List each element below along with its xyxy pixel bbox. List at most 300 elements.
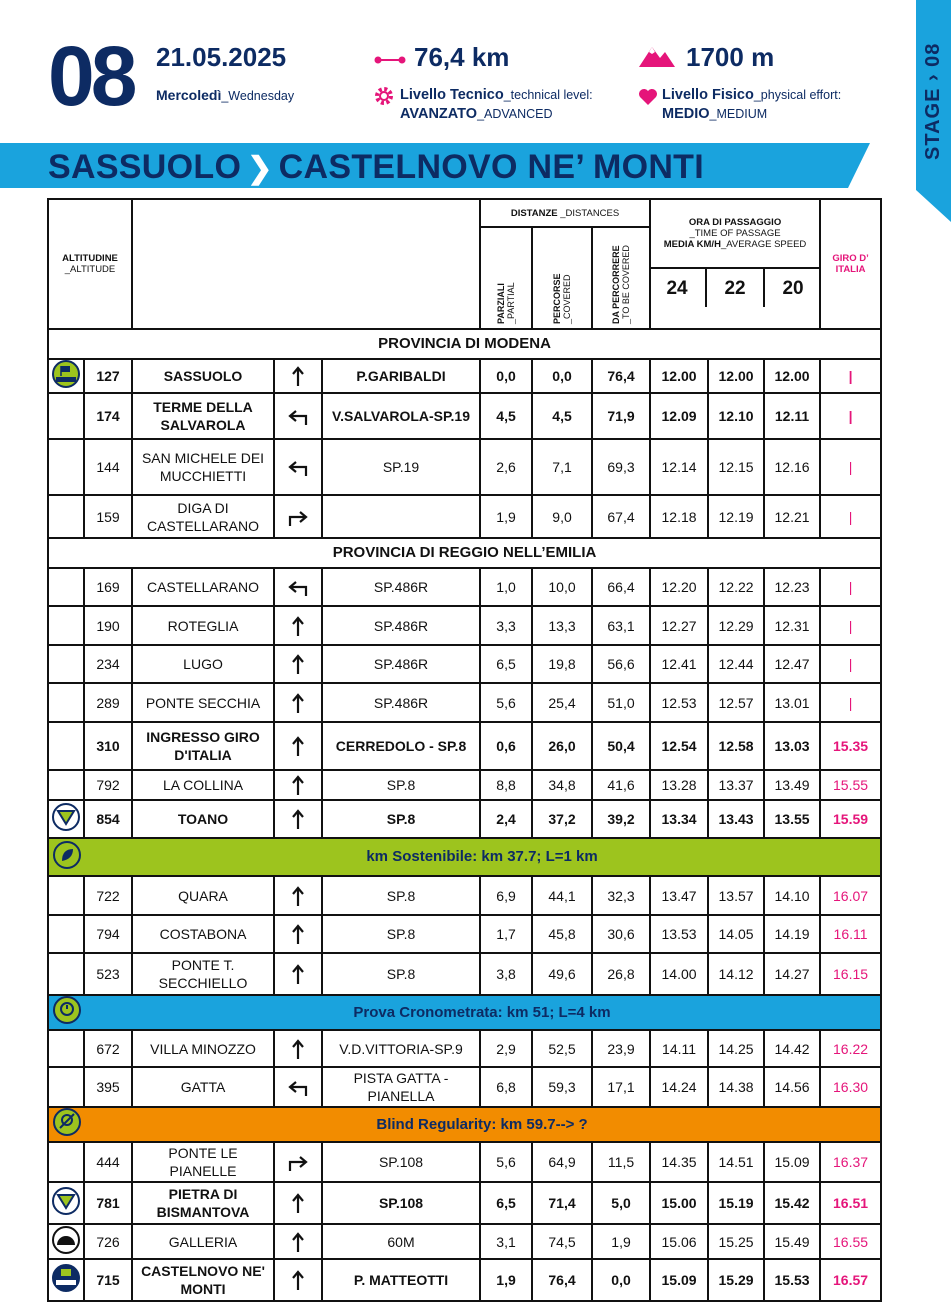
distance-partial: 6,5 [480,645,532,683]
icon-cell [48,722,84,770]
time-24: 12.00 [650,359,708,393]
distance-to-cover: 69,3 [592,439,650,495]
table-row [48,495,881,538]
altitude: 289 [84,683,132,722]
time-20: 12.31 [764,606,820,645]
blind-icon [48,1107,84,1142]
arrow-straight-icon [274,953,322,995]
distance-covered: 34,8 [532,770,592,800]
giro-time: 16.15 [820,953,881,995]
place-name: TERME DELLA SALVAROLA [132,393,274,439]
stage-weekday: Mercoledì_Wednesday [156,87,295,103]
stopwatch-icon [48,995,84,1030]
icon-cell [48,953,84,995]
place-header [132,199,480,329]
road-name: SP.8 [322,876,480,915]
distance-to-cover: 17,1 [592,1067,650,1107]
time-20: 13.49 [764,770,820,800]
giro-time: | [820,393,881,439]
place-name: ROTEGLIA [132,606,274,645]
giro-time: 16.37 [820,1142,881,1182]
road-name: PISTA GATTA - PIANELLA [322,1067,480,1107]
place-name: VILLA MINOZZO [132,1030,274,1067]
time-24: 14.35 [650,1142,708,1182]
time-22: 12.22 [708,568,764,606]
icon-cell [48,876,84,915]
road-name: CERREDOLO - SP.8 [322,722,480,770]
time-20: 15.42 [764,1182,820,1224]
time-22: 12.29 [708,606,764,645]
distance-to-cover: 5,0 [592,1182,650,1224]
giro-time: 16.22 [820,1030,881,1067]
distance-partial: 0,6 [480,722,532,770]
table-row [48,439,881,495]
distance-covered: 71,4 [532,1182,592,1224]
distance-to-cover: 30,6 [592,915,650,953]
giro-time: 15.59 [820,800,881,838]
distances-header: DISTANZE _DISTANCES [480,199,650,227]
table-row [48,359,881,393]
road-name: SP.486R [322,645,480,683]
arrow-turn-right-icon [274,495,322,538]
distance-to-cover: 66,4 [592,568,650,606]
road-name: SP.486R [322,568,480,606]
distance-covered: 10,0 [532,568,592,606]
arrow-turn-left-icon [274,568,322,606]
table-row [48,876,881,915]
arrow-straight-icon [274,606,322,645]
distance-partial: 5,6 [480,683,532,722]
arrow-straight-icon [274,800,322,838]
distance-covered: 25,4 [532,683,592,722]
altitude: 523 [84,953,132,995]
time-22: 12.57 [708,683,764,722]
distance-covered: 45,8 [532,915,592,953]
altitude: 190 [84,606,132,645]
distance-to-cover: 11,5 [592,1142,650,1182]
time-20: 15.49 [764,1224,820,1259]
chevron-right-icon: ❯ [247,152,273,185]
distance-partial: 8,8 [480,770,532,800]
altitude: 715 [84,1259,132,1301]
icon-cell [48,683,84,722]
time-22: 14.25 [708,1030,764,1067]
checkpoint-icon [48,800,84,838]
road-name: SP.486R [322,606,480,645]
time-24: 12.27 [650,606,708,645]
section-sostenibile [48,838,881,876]
time-24: 12.18 [650,495,708,538]
stage-elevation: 1700 m [686,42,775,72]
time-22: 12.58 [708,722,764,770]
place-name: PIETRA DI BISMANTOVA [132,1182,274,1224]
giro-time: 16.11 [820,915,881,953]
time-22: 12.10 [708,393,764,439]
mountain-icon [638,44,676,68]
distance-covered: 52,5 [532,1030,592,1067]
distance-partial: 2,4 [480,800,532,838]
place-name: PONTE T. SECCHIELLO [132,953,274,995]
time-24: 15.09 [650,1259,708,1301]
time-20: 14.27 [764,953,820,995]
section-blind-regularity [48,1107,881,1142]
altitude: 395 [84,1067,132,1107]
time-20: 12.23 [764,568,820,606]
altitude: 127 [84,359,132,393]
altitude-header: ALTITUDINE _ALTITUDE [48,199,132,329]
stage-distance: 76,4 km [414,42,510,72]
route-title [48,146,704,190]
arrow-straight-icon [274,645,322,683]
table-row [48,770,881,800]
table-row [48,683,881,722]
time-24: 15.00 [650,1182,708,1224]
place-name: GATTA [132,1067,274,1107]
arrow-straight-icon [274,1224,322,1259]
stage-number: 08 [48,29,134,123]
road-name [322,495,480,538]
time-24: 12.09 [650,393,708,439]
place-name: LUGO [132,645,274,683]
arrow-straight-icon [274,1182,322,1224]
covered-header: PERCORSE _COVERED [532,227,592,329]
distance-partial: 1,9 [480,495,532,538]
icon-cell [48,770,84,800]
time-20: 12.00 [764,359,820,393]
altitude: 159 [84,495,132,538]
gear-icon [374,86,394,106]
giro-time: 16.07 [820,876,881,915]
distance-partial: 2,6 [480,439,532,495]
distance-covered: 44,1 [532,876,592,915]
time-22: 15.19 [708,1182,764,1224]
section-sostenibile-label: km Sostenibile: km 37.7; L=1 km [84,838,881,876]
altitude: 794 [84,915,132,953]
roadbook-table [47,198,882,1302]
distance-to-cover: 71,9 [592,393,650,439]
place-name: COSTABONA [132,915,274,953]
distance-to-cover: 67,4 [592,495,650,538]
giro-time: | [820,568,881,606]
time-24: 14.00 [650,953,708,995]
tobe-covered-header: DA PERCORRERE _TO BE COVERED [592,227,650,329]
partial-header: PARZIALI _PARTIAL [480,227,532,329]
time-20: 14.56 [764,1067,820,1107]
distance-partial: 5,6 [480,1142,532,1182]
table-row [48,606,881,645]
time-22: 12.00 [708,359,764,393]
place-name: SAN MICHELE DEI MUCCHIETTI [132,439,274,495]
arrow-straight-icon [274,722,322,770]
province-modena [48,329,881,359]
road-name: SP.8 [322,770,480,800]
finish-flag-icon [48,1259,84,1301]
road-name: 60M [322,1224,480,1259]
section-blind-regularity-label: Blind Regularity: km 59.7--> ? [84,1107,881,1142]
icon-cell [48,1030,84,1067]
arrow-turn-left-icon [274,1067,322,1107]
distance-to-cover: 32,3 [592,876,650,915]
place-name: SASSUOLO [132,359,274,393]
distance-partial: 4,5 [480,393,532,439]
time-24: 13.34 [650,800,708,838]
technical-level: Livello Tecnico_technical level: AVANZATO_ADVANCED [400,87,593,122]
place-name: PONTE SECCHIA [132,683,274,722]
icon-cell [48,568,84,606]
distance-covered: 9,0 [532,495,592,538]
distance-to-cover: 51,0 [592,683,650,722]
distance-to-cover: 0,0 [592,1259,650,1301]
road-name: V.SALVAROLA-SP.19 [322,393,480,439]
arrow-straight-icon [274,359,322,393]
distance-partial: 6,9 [480,876,532,915]
time-22: 13.43 [708,800,764,838]
table-row [48,1259,881,1301]
speed-22-header: 22 [707,269,765,307]
time-22: 12.19 [708,495,764,538]
distance-partial: 2,9 [480,1030,532,1067]
time-20: 12.47 [764,645,820,683]
arrow-straight-icon [274,1030,322,1067]
province-reggio-label: PROVINCIA DI REGGIO NELL’EMILIA [48,538,881,568]
province-reggio [48,538,881,568]
altitude: 722 [84,876,132,915]
icon-cell [48,393,84,439]
stage-date: 21.05.2025 [156,42,287,72]
altitude: 169 [84,568,132,606]
heart-icon [638,88,658,106]
place-name: INGRESSO GIRO D'ITALIA [132,722,274,770]
route-from: SASSUOLO [48,148,242,186]
time-20: 13.55 [764,800,820,838]
distance-partial: 6,8 [480,1067,532,1107]
distance-covered: 13,3 [532,606,592,645]
physical-effort: Livello Fisico_physical effort: MEDIO_MEDIUM [662,87,842,122]
arrow-turn-right-icon [274,1142,322,1182]
altitude: 726 [84,1224,132,1259]
distance-partial: 6,5 [480,1182,532,1224]
time-24: 12.41 [650,645,708,683]
time-20: 12.21 [764,495,820,538]
time-20: 15.53 [764,1259,820,1301]
table-row [48,1067,881,1107]
time-20: 14.42 [764,1030,820,1067]
altitude: 310 [84,722,132,770]
time-22: 15.29 [708,1259,764,1301]
icon-cell [48,915,84,953]
icon-cell [48,1067,84,1107]
distance-partial: 3,8 [480,953,532,995]
icon-cell [48,439,84,495]
distance-to-cover: 63,1 [592,606,650,645]
road-name: SP.8 [322,800,480,838]
time-20: 15.09 [764,1142,820,1182]
giro-time: 16.57 [820,1259,881,1301]
table-row [48,568,881,606]
section-cronometrata-label: Prova Cronometrata: km 51; L=4 km [84,995,881,1030]
giro-time: 16.55 [820,1224,881,1259]
distance-covered: 49,6 [532,953,592,995]
time-20: 13.01 [764,683,820,722]
road-name: SP.486R [322,683,480,722]
giro-time: 16.51 [820,1182,881,1224]
table-row [48,1030,881,1067]
time-24: 15.06 [650,1224,708,1259]
speed-label: MEDIA KM/H_AVERAGE SPEED [663,238,807,250]
giro-time: 15.55 [820,770,881,800]
arrow-turn-left-icon [274,393,322,439]
road-name: P.GARIBALDI [322,359,480,393]
time-24: 12.20 [650,568,708,606]
giro-time: | [820,645,881,683]
altitude: 174 [84,393,132,439]
giro-time: 16.30 [820,1067,881,1107]
time-22: 14.05 [708,915,764,953]
altitude: 144 [84,439,132,495]
distance-partial: 1,0 [480,568,532,606]
distance-partial: 3,1 [480,1224,532,1259]
distance-partial: 1,7 [480,915,532,953]
time-24: 14.11 [650,1030,708,1067]
table-row [48,953,881,995]
start-flag-icon [48,359,84,393]
place-name: QUARA [132,876,274,915]
distance-icon [374,54,406,66]
road-name: SP.108 [322,1142,480,1182]
time-22: 12.44 [708,645,764,683]
table-row [48,393,881,439]
place-name: GALLERIA [132,1224,274,1259]
time-22: 13.57 [708,876,764,915]
altitude: 854 [84,800,132,838]
checkpoint-icon [48,1182,84,1224]
section-cronometrata [48,995,881,1030]
distance-covered: 26,0 [532,722,592,770]
tunnel-icon [48,1224,84,1259]
time-22: 14.51 [708,1142,764,1182]
time-24: 12.53 [650,683,708,722]
distance-to-cover: 23,9 [592,1030,650,1067]
time-22: 13.37 [708,770,764,800]
route-to: CASTELNOVO NE’ MONTI [278,148,704,186]
road-name: SP.8 [322,915,480,953]
time-22: 14.12 [708,953,764,995]
table-row [48,915,881,953]
time-24: 14.24 [650,1067,708,1107]
altitude: 781 [84,1182,132,1224]
time-22: 14.38 [708,1067,764,1107]
distance-to-cover: 26,8 [592,953,650,995]
arrow-turn-left-icon [274,439,322,495]
altitude: 234 [84,645,132,683]
distance-to-cover: 56,6 [592,645,650,683]
giro-header: GIRO D’ ITALIA [820,199,881,329]
sustainable-icon [48,838,84,876]
speed-20-header: 20 [782,277,804,299]
distance-to-cover: 41,6 [592,770,650,800]
icon-cell [48,606,84,645]
distance-covered: 7,1 [532,439,592,495]
altitude: 792 [84,770,132,800]
road-name: P. MATTEOTTI [322,1259,480,1301]
table-row [48,645,881,683]
arrow-straight-icon [274,915,322,953]
time-20: 12.16 [764,439,820,495]
altitude: 672 [84,1030,132,1067]
table-row [48,722,881,770]
place-name: TOANO [132,800,274,838]
place-name: LA COLLINA [132,770,274,800]
giro-time: | [820,495,881,538]
time-label: ORA DI PASSAGGIO [688,216,782,228]
speed-24-header: 24 [649,269,707,307]
giro-time: 15.35 [820,722,881,770]
place-name: CASTELLARANO [132,568,274,606]
arrow-straight-icon [274,770,322,800]
place-name: DIGA DI CASTELLARANO [132,495,274,538]
road-name: SP.108 [322,1182,480,1224]
table-row [48,1182,881,1224]
icon-cell [48,495,84,538]
distance-covered: 4,5 [532,393,592,439]
arrow-straight-icon [274,876,322,915]
icon-cell [48,645,84,683]
distance-covered: 59,3 [532,1067,592,1107]
arrow-straight-icon [274,683,322,722]
distance-covered: 0,0 [532,359,592,393]
time-20: 13.03 [764,722,820,770]
time-20: 12.11 [764,393,820,439]
place-name: CASTELNOVO NE' MONTI [132,1259,274,1301]
distance-covered: 64,9 [532,1142,592,1182]
time-24: 13.53 [650,915,708,953]
place-name: PONTE LE PIANELLE [132,1142,274,1182]
time-20: 14.10 [764,876,820,915]
time-24: 13.28 [650,770,708,800]
distance-covered: 37,2 [532,800,592,838]
distance-covered: 19,8 [532,645,592,683]
time-22: 15.25 [708,1224,764,1259]
table-row [48,1142,881,1182]
time-22: 12.15 [708,439,764,495]
stage-tab-label [917,128,949,160]
time-header-label [650,216,820,329]
table-row [48,1224,881,1259]
distance-to-cover: 76,4 [592,359,650,393]
time-20: 14.19 [764,915,820,953]
time-label-en: _TIME OF PASSAGE [689,227,781,239]
distance-to-cover: 1,9 [592,1224,650,1259]
distance-partial: 1,9 [480,1259,532,1301]
road-name: SP.8 [322,953,480,995]
time-24: 12.14 [650,439,708,495]
road-name: SP.19 [322,439,480,495]
table-row [48,800,881,838]
distance-to-cover: 50,4 [592,722,650,770]
distance-covered: 74,5 [532,1224,592,1259]
time-24: 13.47 [650,876,708,915]
altitude: 444 [84,1142,132,1182]
time-24: 12.54 [650,722,708,770]
province-modena-label: PROVINCIA DI MODENA [48,329,881,359]
icon-cell [48,1142,84,1182]
giro-time: | [820,359,881,393]
distance-partial: 3,3 [480,606,532,645]
arrow-straight-icon [274,1259,322,1301]
distance-to-cover: 39,2 [592,800,650,838]
road-name: V.D.VITTORIA-SP.9 [322,1030,480,1067]
giro-time: | [820,439,881,495]
